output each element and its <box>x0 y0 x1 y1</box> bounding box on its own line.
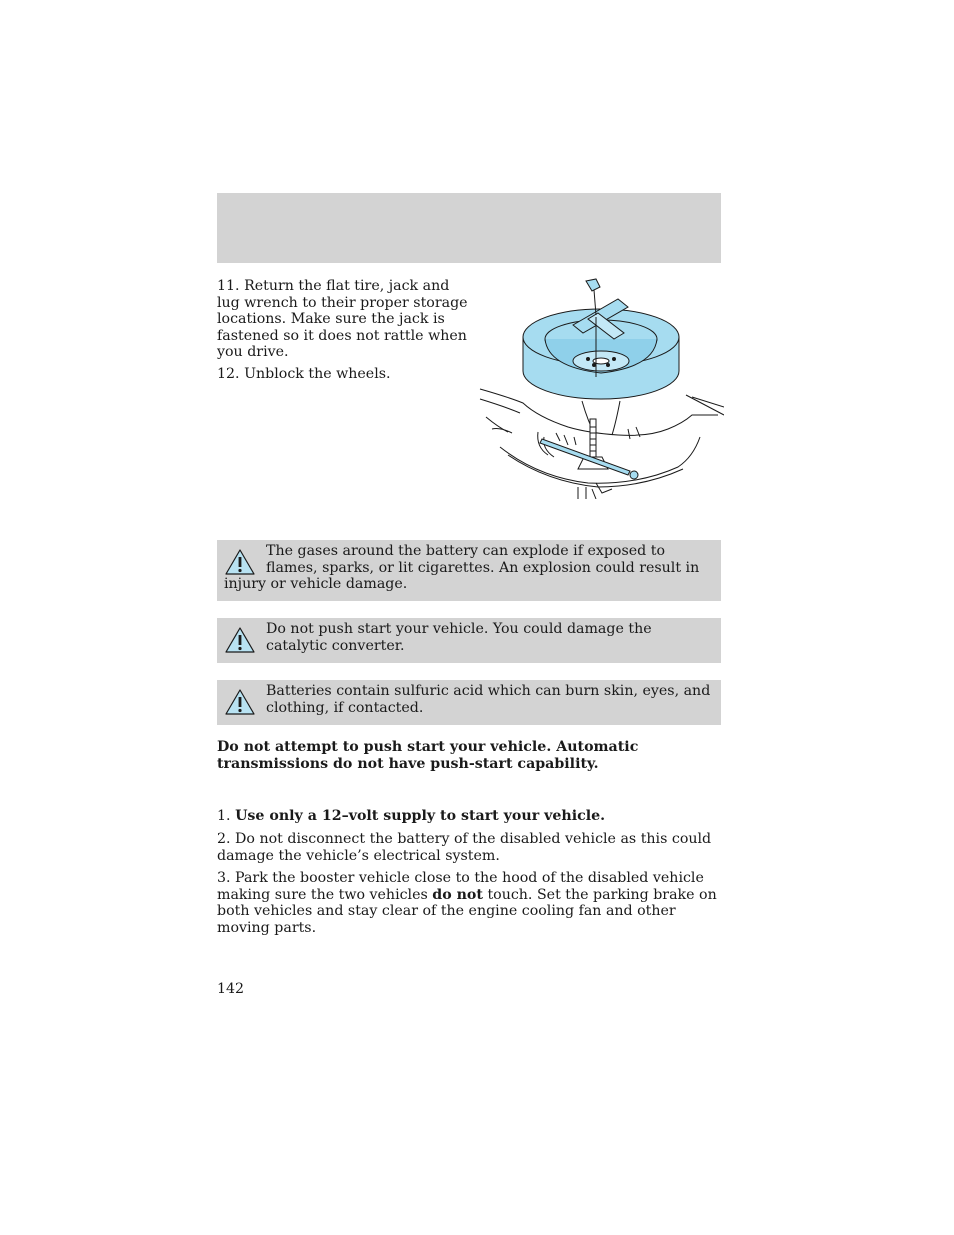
warning-triangle-icon <box>224 688 256 716</box>
page-number: 142 <box>217 981 245 997</box>
warning-battery-explosion <box>217 540 721 601</box>
warning-text: Batteries contain sulfuric acid which can burn skin, eyes, and clothing, if contacted. <box>266 683 711 716</box>
jump-step-3-after: touch. Set the parking brake on both vehicles and stay clear of the engine cooling fan and other moving parts. <box>217 886 717 936</box>
jump-step-1-text: Use only a 12–volt supply to start your vehicle. <box>235 808 606 824</box>
spare-tire-storage-illustration <box>478 277 724 499</box>
warning-triangle-icon <box>224 626 256 654</box>
warning-text: Do not push start your vehicle. You could damage the catalytic converter. <box>266 621 652 654</box>
jump-step-1 <box>217 808 721 825</box>
jump-step-1-number: 1. <box>217 808 231 824</box>
step-11-text: 11. Return the flat tire, jack and lug wrench to their proper storage locations. Make sure the jack is fastened so it does not rattle when you drive. <box>217 278 468 360</box>
warning-triangle-icon <box>224 548 256 576</box>
warning-sulfuric-acid <box>217 680 721 725</box>
jump-step-3-before: 3. Park the booster vehicle close to the hood of the disabled vehicle making sure the two vehicles <box>217 870 704 903</box>
warning-push-start <box>217 618 721 663</box>
push-start-note: Do not attempt to push start your vehicle. Automatic transmissions do not have push-start capability. <box>217 739 639 772</box>
jump-step-2: 2. Do not disconnect the battery of the disabled vehicle as this could damage the vehicle’s electrical system. <box>217 831 712 864</box>
warning-text: The gases around the battery can explode if exposed to flames, sparks, or lit cigarettes. An explosion could result in injury or vehicle damage. <box>224 543 700 592</box>
jump-step-3-emphasis: do not <box>432 886 483 903</box>
section-header-band <box>217 193 721 263</box>
jump-step-3 <box>217 870 721 936</box>
step-12-text: 12. Unblock the wheels. <box>217 366 391 382</box>
